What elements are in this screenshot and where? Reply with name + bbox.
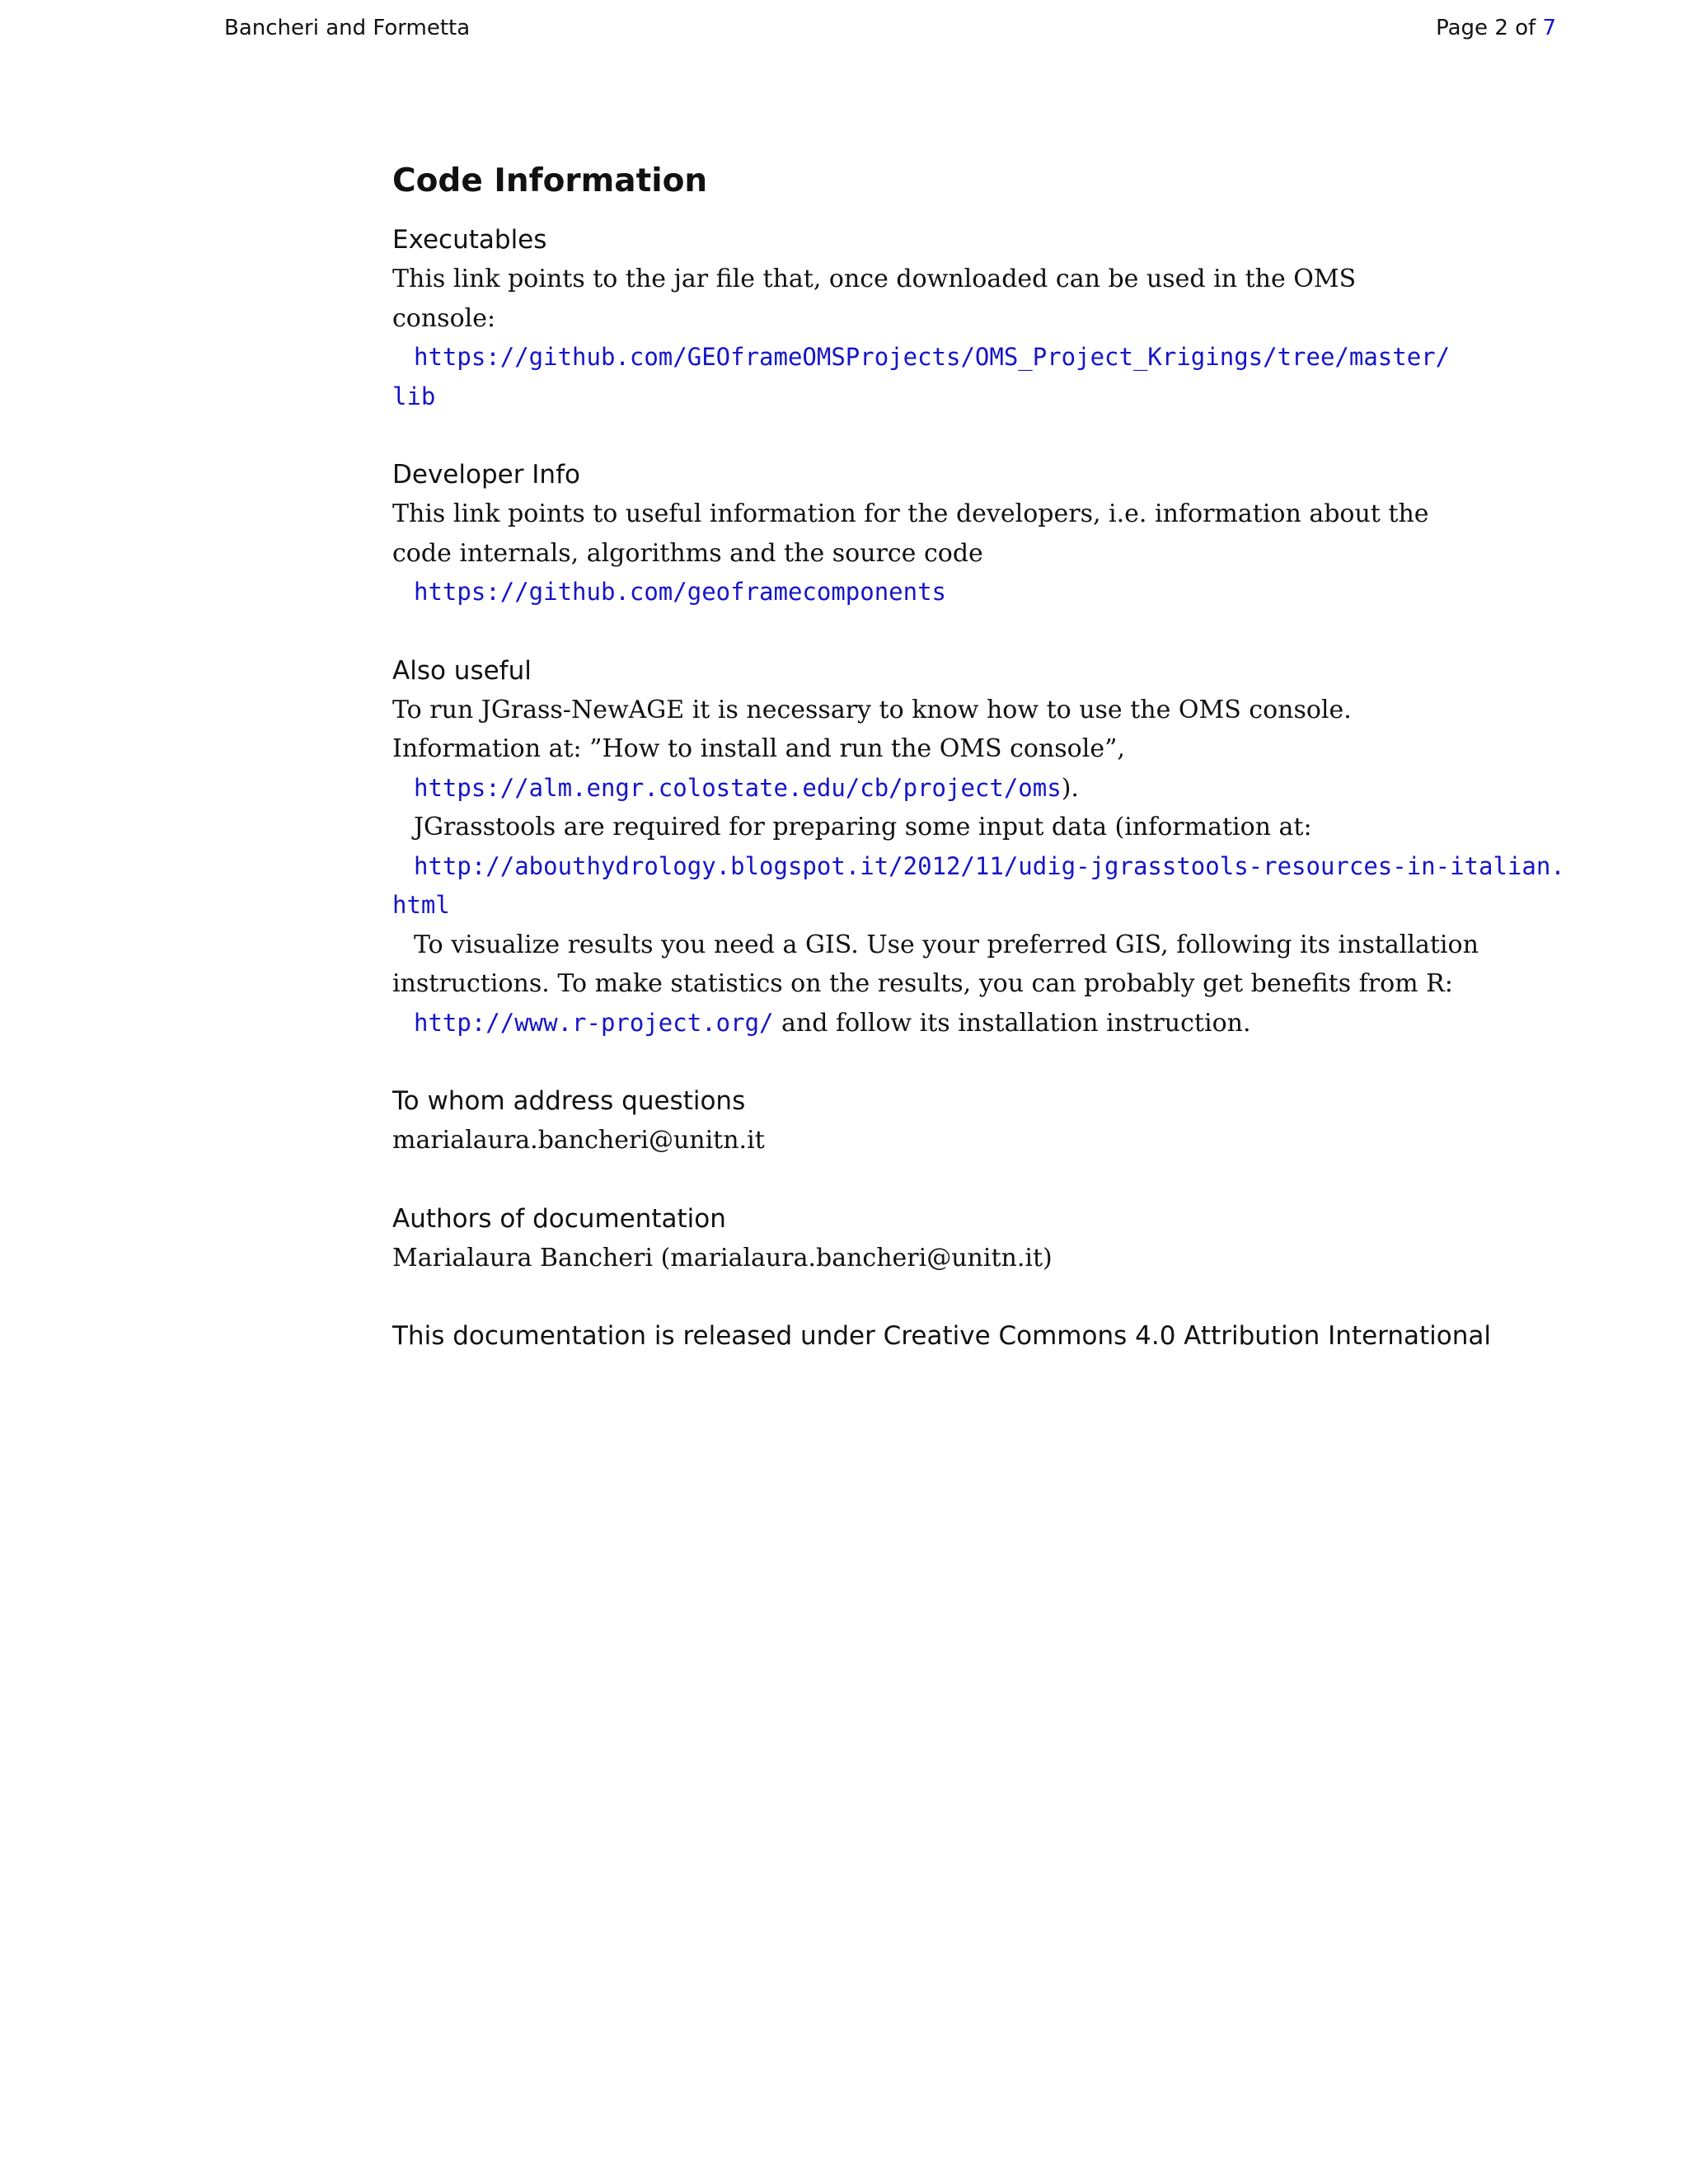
authors-doc-text: Marialaura Bancheri (marialaura.bancheri@unitn.it) (392, 1243, 1053, 1272)
authors-doc-section (392, 1200, 1629, 1278)
running-header (224, 12, 1556, 45)
page-total-link[interactable]: 7 (1542, 16, 1556, 40)
r-project-link[interactable]: http://www.r-project.org/ (414, 1008, 774, 1037)
page-prefix: Page 2 of (1436, 16, 1543, 40)
developer-info-link-line (392, 573, 1629, 612)
executables-heading: Executables (392, 225, 547, 255)
developer-info-section (392, 456, 1629, 612)
header-authors: Bancheri and Formetta (224, 16, 471, 40)
authors-doc-heading: Authors of documentation (392, 1203, 726, 1234)
page-content (392, 157, 1629, 1356)
also-useful-text-2: JGrasstools are required for preparing some input data (information at: (414, 813, 1312, 841)
header-page-number (1436, 12, 1556, 45)
executables-link-continued[interactable]: lib (392, 382, 436, 410)
jgrasstools-link-continued[interactable]: html (392, 891, 450, 919)
license-text: This documentation is released under Creative Commons 4.0 Attribution International (392, 1321, 1492, 1351)
executables-link-line-1 (392, 338, 1629, 377)
questions-heading: To whom address questions (392, 1086, 746, 1116)
jgrasstools-link-line-2 (392, 886, 1629, 926)
jgrasstools-link[interactable]: http://abouthydrology.blogspot.it/2012/11/udig-jgrasstools-resources-in-italian. (414, 851, 1565, 880)
executables-link-line-2 (392, 377, 1629, 417)
oms-link[interactable]: https://alm.engr.colostate.edu/cb/project/oms (414, 773, 1062, 802)
r-project-link-line (392, 1004, 1629, 1043)
also-useful-text-1: To run JGrass-NewAGE it is necessary to know how to use the OMS console. Information at: ”How to install and run the OMS console”, (392, 695, 1352, 763)
r-project-link-suffix: and follow its installation instruction. (773, 1008, 1251, 1038)
oms-link-suffix: ). (1061, 773, 1079, 803)
also-useful-text-3-line-2: instructions. To make statistics on the results, you can probably get benefits from R: (392, 969, 1453, 998)
section-title: Code Information (392, 162, 708, 199)
developer-info-heading: Developer Info (392, 460, 580, 490)
developer-info-text: This link points to useful information for the developers, i.e. information about the code internals, algorithms and the source code (392, 499, 1429, 568)
also-useful-heading: Also useful (392, 655, 532, 686)
oms-link-line (392, 769, 1629, 808)
questions-email: marialaura.bancheri@unitn.it (392, 1126, 765, 1155)
executables-section (392, 221, 1629, 416)
executables-text: This link points to the jar file that, once downloaded can be used in the OMS console: (392, 265, 1357, 333)
questions-section (392, 1082, 1629, 1160)
executables-link[interactable]: https://github.com/GEOframeOMSProjects/OMS_Project_Krigings/tree/master/ (414, 343, 1451, 371)
developer-info-link[interactable]: https://github.com/geoframecomponents (414, 578, 947, 606)
also-useful-text-3-line-1: To visualize results you need a GIS. Use your preferred GIS, following its installation (414, 930, 1479, 959)
jgrasstools-link-line-1 (392, 847, 1629, 887)
also-useful-section (392, 652, 1629, 1043)
